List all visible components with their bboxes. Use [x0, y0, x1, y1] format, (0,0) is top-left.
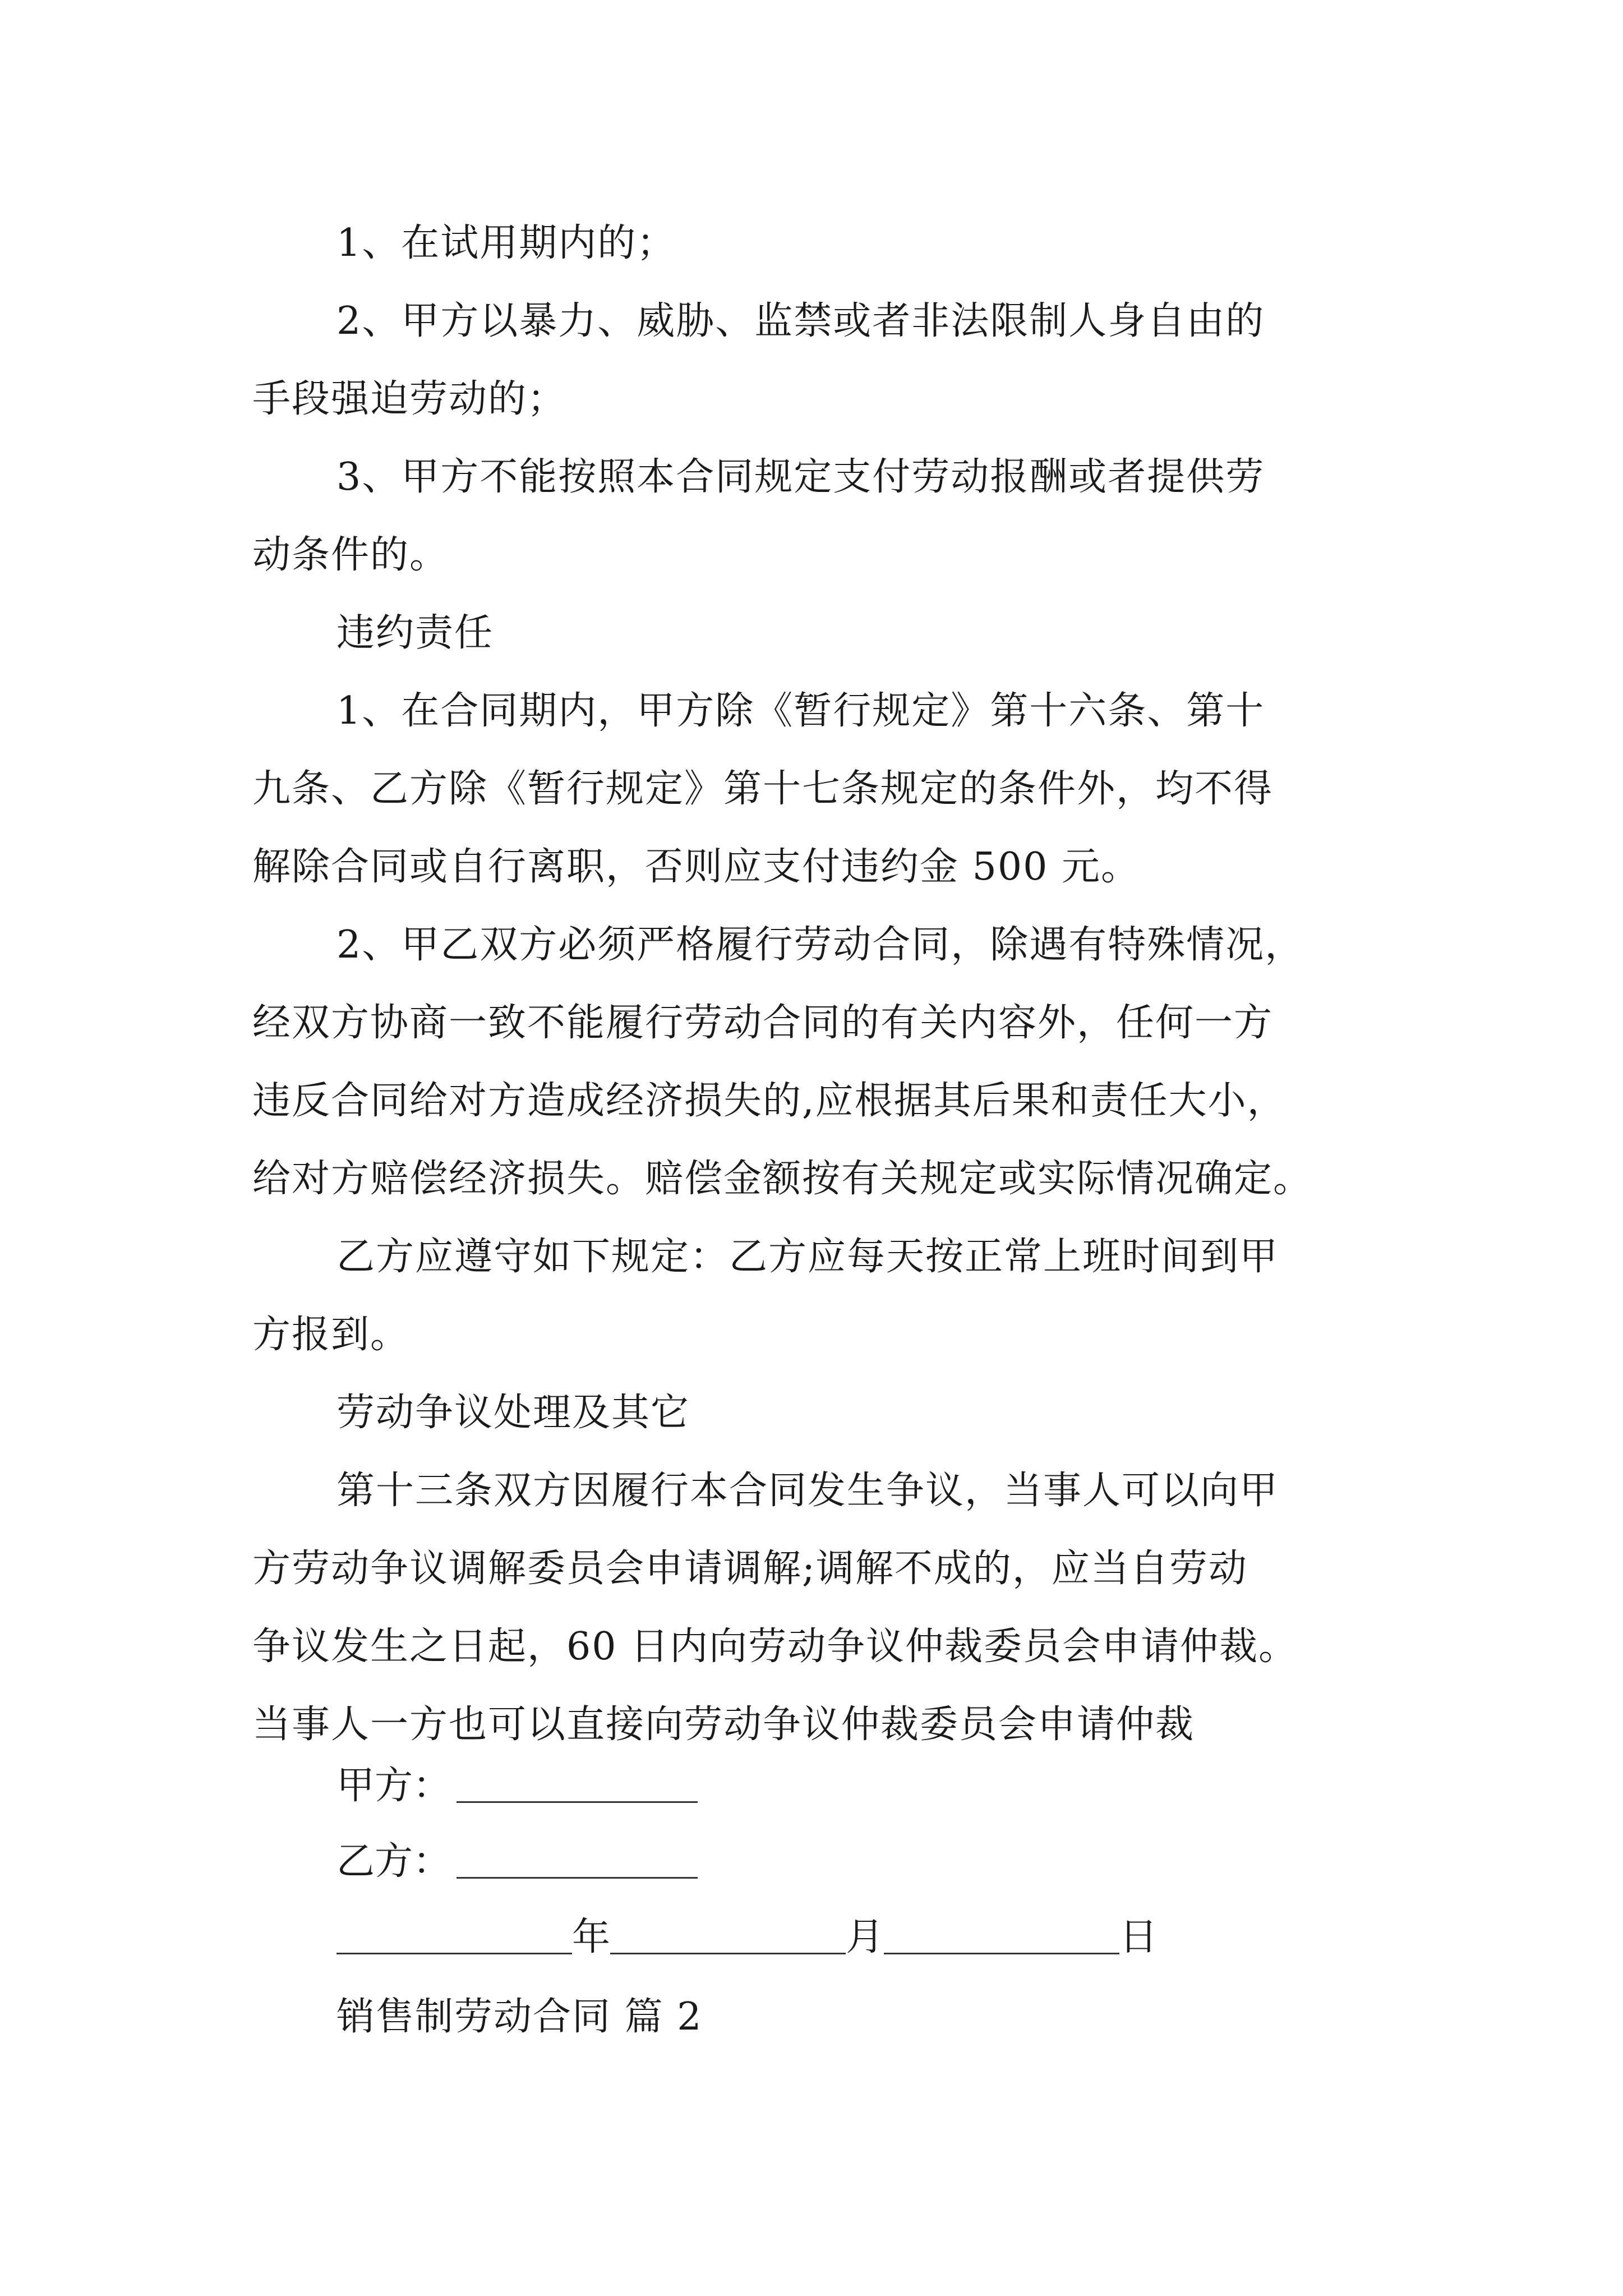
party-a-signature: [336, 1764, 698, 1808]
signing-date: [336, 1915, 1158, 1959]
year-label: 年: [572, 1915, 611, 1959]
clause-line: 经双方协商一致不能履行劳动合同的有关内容外，任何一方: [252, 1001, 1274, 1045]
party-a-signature-blank: [457, 1799, 698, 1803]
clause-line: 方劳动争议调解委员会申请调解;调解不成的，应当自劳动: [252, 1547, 1248, 1591]
clause-line: 当事人一方也可以直接向劳动争议仲裁委员会申请仲裁: [252, 1703, 1195, 1747]
next-section-title: 销售制劳动合同 篇 2: [336, 1995, 703, 2039]
party-a-label: 甲方：: [336, 1764, 451, 1808]
day-blank: [884, 1950, 1119, 1954]
day-label: 日: [1119, 1915, 1158, 1959]
clause-line: 第十三条双方因履行本合同发生争议，当事人可以向甲: [336, 1469, 1279, 1513]
clause-line: 九条、乙方除《暂行规定》第十七条规定的条件外，均不得: [252, 767, 1274, 811]
clause-line: 争议发生之日起，60 日内向劳动争议仲裁委员会申请仲裁。: [252, 1625, 1298, 1669]
clause-line: 违反合同给对方造成经济损失的,应根据其后果和责任大小，: [252, 1079, 1287, 1123]
month-blank: [610, 1950, 846, 1954]
clause-line: 1、在试用期内的；: [336, 221, 676, 265]
clause-line: 乙方应遵守如下规定：乙方应每天按正常上班时间到甲: [336, 1235, 1279, 1279]
clause-line: 解除合同或自行离职，否则应支付违约金 500 元。: [252, 845, 1141, 889]
clause-line: 动条件的。: [252, 533, 449, 577]
clause-line: 方报到。: [252, 1313, 410, 1357]
month-label: 月: [846, 1915, 884, 1959]
clause-line: 3、甲方不能按照本合同规定支付劳动报酬或者提供劳: [336, 455, 1265, 499]
year-blank: [336, 1950, 572, 1954]
clause-line: 给对方赔偿经济损失。赔偿金额按有关规定或实际情况确定。: [252, 1157, 1313, 1201]
party-b-signature: [336, 1839, 698, 1884]
section-heading: 劳动争议处理及其它: [336, 1391, 690, 1435]
section-heading: 违约责任: [336, 611, 494, 655]
clause-line: 1、在合同期内，甲方除《暂行规定》第十六条、第十: [336, 689, 1265, 733]
clause-line: 手段强迫劳动的；: [252, 377, 567, 421]
party-b-label: 乙方：: [336, 1839, 451, 1884]
clause-line: 2、甲方以暴力、威胁、监禁或者非法限制人身自由的: [336, 299, 1265, 343]
clause-line: 2、甲乙双方必须严格履行劳动合同，除遇有特殊情况，: [336, 923, 1304, 967]
party-b-signature-blank: [457, 1875, 698, 1879]
